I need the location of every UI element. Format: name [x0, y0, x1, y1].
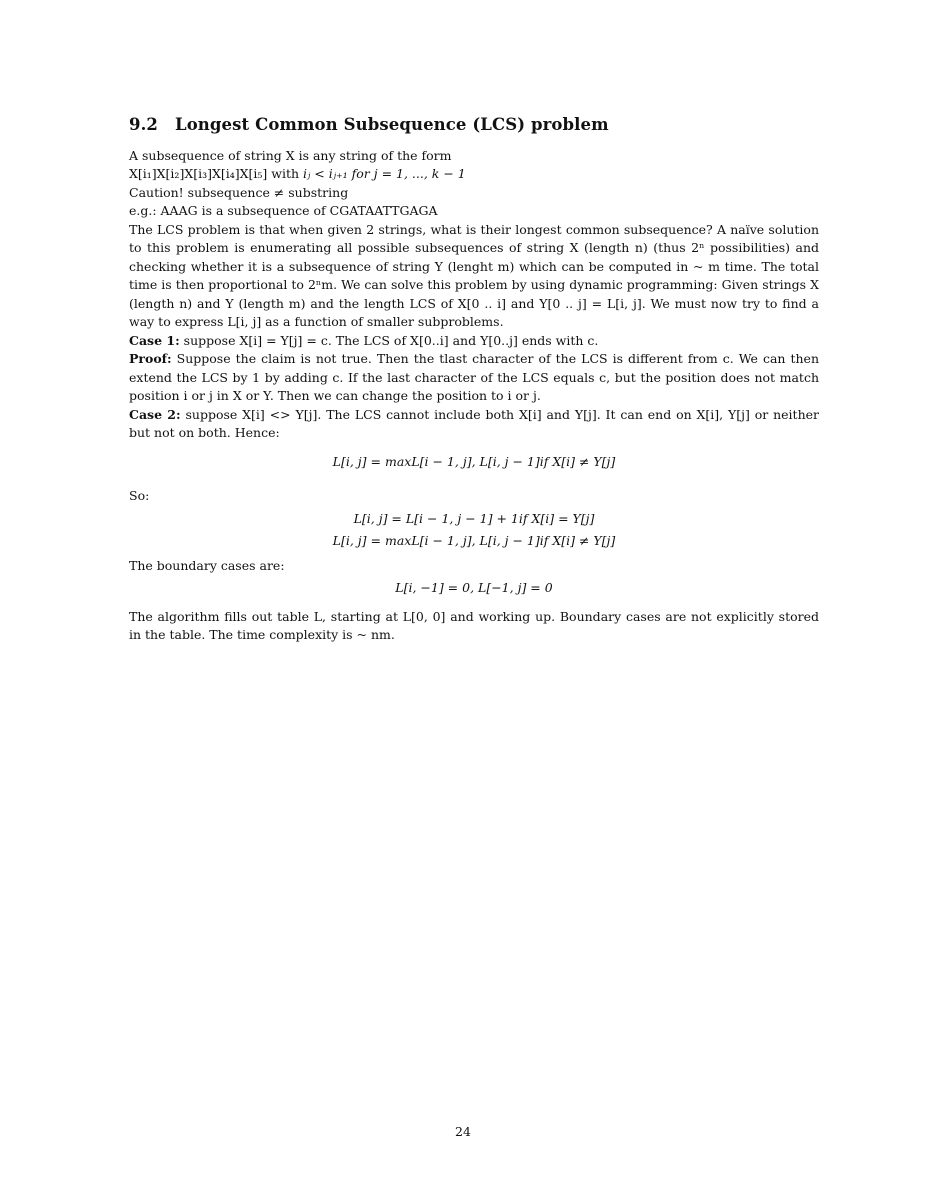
proof-label: Proof: — [129, 351, 172, 366]
section-heading — [129, 116, 819, 135]
case-1-label: Case 1: — [129, 332, 180, 348]
case-2 — [129, 406, 819, 443]
case-1-text: suppose X[i] = Y[j] = c. The LCS of X[0..i] and Y[0..j] ends with c. — [179, 332, 599, 348]
subsequence-form: X[i₁]X[i₂]X[i₃]X[i₄]X[i₅] — [129, 166, 268, 181]
case-2-text: suppose X[i] <> Y[j]. The LCS cannot include both X[i] and Y[j]. It can end on X[i], Y[j] or neither but not on both. Hence: — [129, 406, 820, 440]
so-label: So: — [129, 488, 150, 503]
intro-line-2 — [129, 165, 819, 184]
intro-line-1: A subsequence of string X is any string of the form — [129, 147, 452, 163]
case-1 — [129, 332, 819, 351]
section-number: 9.2 — [129, 115, 159, 134]
equation-1: L[i, j] = maxL[i − 1, j], L[i, j − 1]if X[i] ≠ Y[j] — [332, 453, 616, 469]
with-text: with — [267, 166, 304, 181]
equation-2: L[i, j] = L[i − 1, j − 1] + 1if X[i] = Y[j] — [353, 510, 595, 526]
case-2-label: Case 2: — [129, 406, 181, 422]
page-number: 24 — [455, 1124, 471, 1139]
example-line: e.g.: AAAG is a subsequence of CGATAATTGAGA — [129, 203, 438, 218]
closing-paragraph: The algorithm fills out table L, starting at L[0, 0] and working up. Boundary cases are not explicitly stored in the table. The time complexity is ~ nm. — [129, 608, 819, 642]
section-title: Longest Common Subsequence (LCS) problem — [175, 115, 609, 134]
caution-line: Caution! subsequence ≠ substring — [129, 184, 349, 200]
proof — [129, 350, 819, 406]
equation-4: L[i, −1] = 0, L[−1, j] = 0 — [395, 580, 553, 595]
proof-text: Suppose the claim is not true. Then the tlast character of the LCS is different from c. We can then extend the LCS by 1 by adding c. If the last character of the LCS equals c, but the position does not match position i or j in X or Y. Then we can change the position to i or j. — [129, 351, 819, 403]
equation-3: L[i, j] = maxL[i − 1, j], L[i, j − 1]if X[i] ≠ Y[j] — [332, 533, 616, 548]
page-content — [129, 116, 819, 645]
boundary-label: The boundary cases are: — [129, 557, 285, 573]
lcs-paragraph: The LCS problem is that when given 2 strings, what is their longest common subsequence? A naïve solution to this problem is enumerating all possible subsequences of string X (length n) (thus 2ⁿ possibilities) and checking whether it is a subsequence of string Y (lenght m) which can be computed in ~ m time. The total time is then proportional to 2ⁿm. We can solve this problem by using dynamic programming: Given strings X (length n) and Y (length m) and the length LCS of X[0 .. i] and Y[0 .. j] = L[i, j]. We must now try to find a way to express L[i, j] as a function of smaller subproblems. — [129, 221, 819, 329]
index-condition: iⱼ < iⱼ₊₁ for j = 1, ..., k − 1 — [303, 166, 466, 181]
